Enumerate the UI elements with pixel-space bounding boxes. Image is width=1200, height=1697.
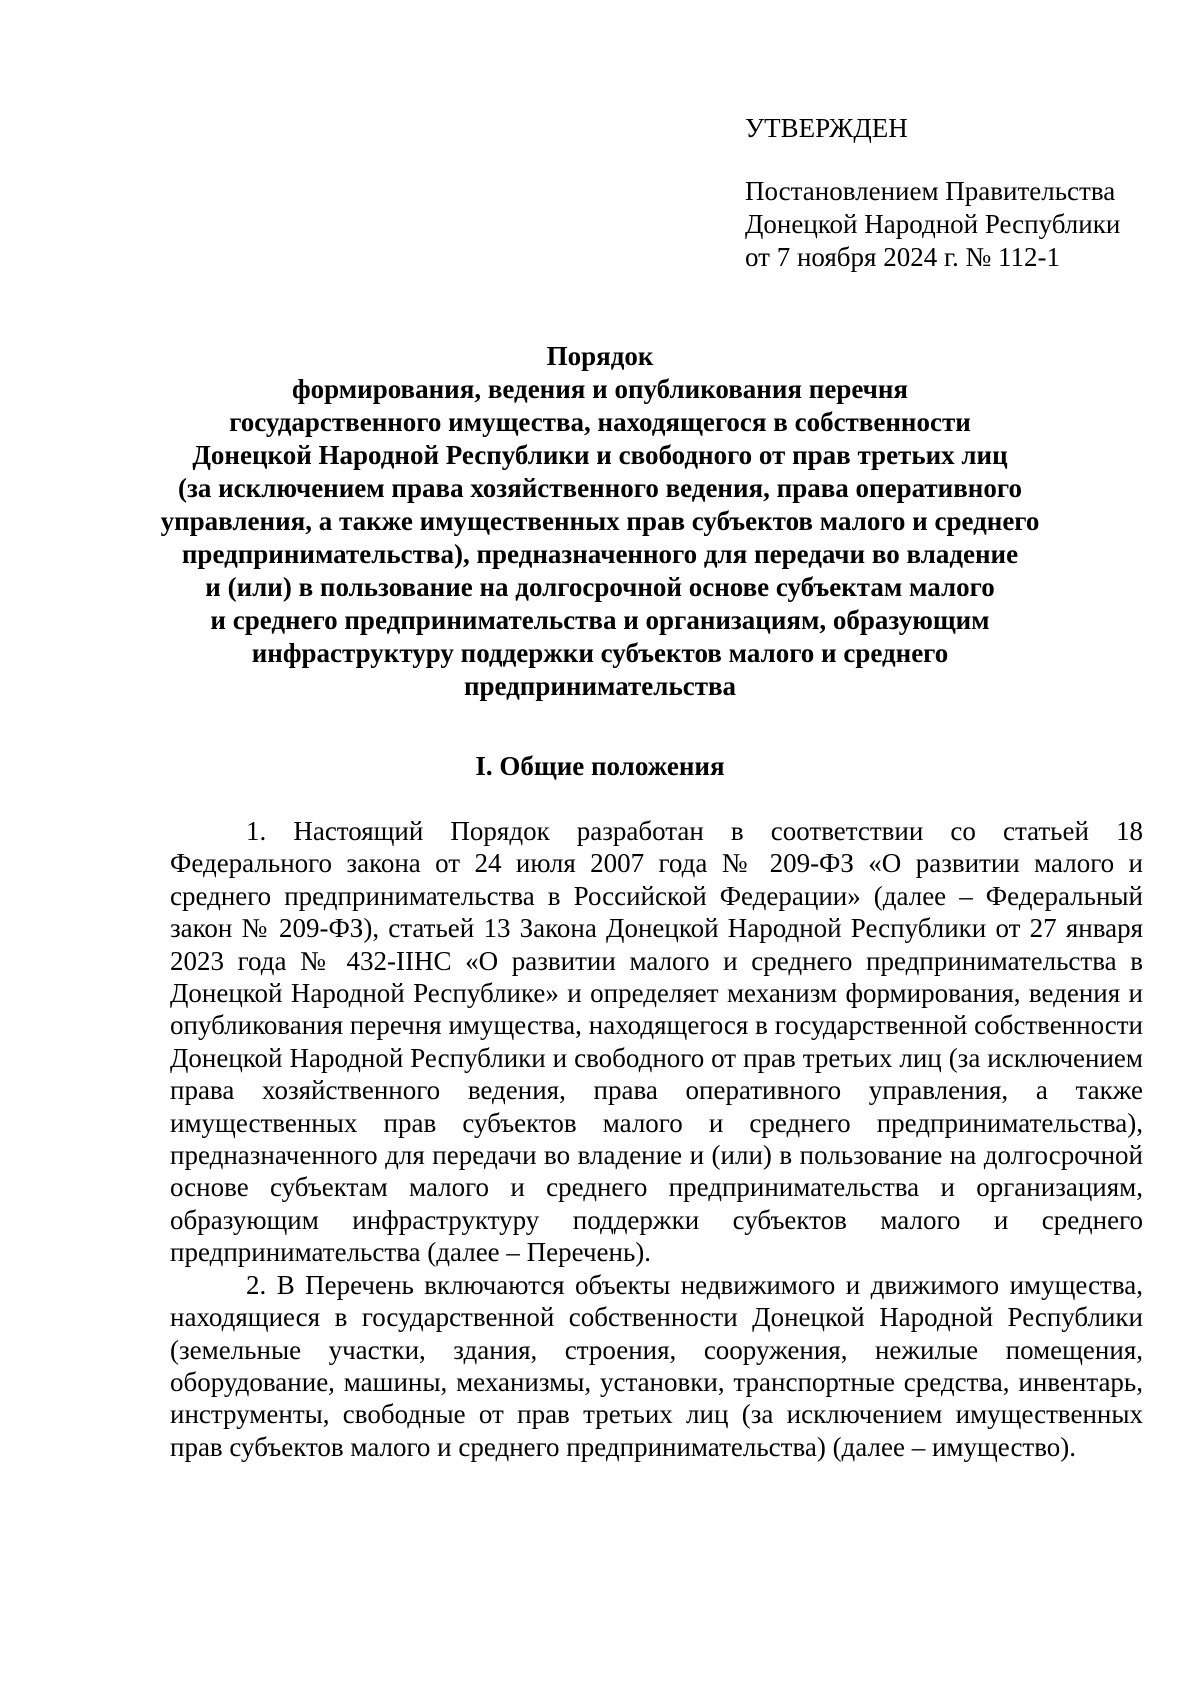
approval-line: от 7 ноября 2024 г. № 112-1 — [745, 242, 1060, 272]
title-line: Донецкой Народной Республики и свободного от прав третьих лиц — [192, 440, 1008, 470]
section-heading: I. Общие положения — [475, 751, 725, 781]
section-body — [170, 815, 1143, 1463]
title-line: и среднего предпринимательства и организациям, образующим — [210, 605, 990, 635]
title-line: предпринимательства — [463, 671, 737, 701]
title-line: Порядок — [546, 341, 654, 371]
title-line: формирования, ведения и опубликования перечня — [291, 374, 909, 404]
paragraph: 1. Настоящий Порядок разработан в соответствии со статьей 18 Федерального закона от 24 июля 2007 года № 209-ФЗ «О развитии малого и среднего предпринимательства в Российской Федерации» (далее – Федеральный закон № 209-ФЗ), статьей 13 Закона Донецкой Народной Республики от 27 января 2023 года № 432-IIНС «О развитии малого и среднего предпринимательства в Донецкой Народной Республике» и определяет механизм формирования, ведения и опубликования перечня имущества, находящегося в государственной собственности Донецкой Народной Республики и свободного от прав третьих лиц (за исключением права хозяйственного ведения, права оперативного управления, а также имущественных прав субъектов малого и среднего предпринимательства), предназначенного для передачи во владение и (или) в пользование на долгосрочной основе субъектам малого и среднего предпринимательства и организациям, образующим инфраструктуру поддержки субъектов малого и среднего предпринимательства (далее – Перечень). — [170, 816, 1143, 1268]
approval-line: Постановлением Правительства — [745, 176, 1116, 206]
title-line: инфраструктуру поддержки субъектов малого и среднего — [251, 638, 949, 668]
paragraph: 2. В Перечень включаются объекты недвижимого и движимого имущества, находящиеся в государственной собственности Донецкой Народной Республики (земельные участки, здания, строения, сооружения, нежилые помещения, оборудование, машины, механизмы, установки, транспортные средства, инвентарь, инструменты, свободные от прав третьих лиц (за исключением имущественных прав субъектов малого и среднего предпринимательства) (далее – имущество). — [170, 1269, 1143, 1462]
title-line: управления, а также имущественных прав субъектов малого и среднего — [160, 506, 1040, 536]
title-line: государственного имущества, находящегося в собственности — [229, 407, 971, 437]
approval-status: УТВЕРЖДЕН — [745, 113, 908, 143]
document-title — [150, 340, 1050, 703]
approval-line: Донецкой Народной Республики — [745, 209, 1121, 239]
approval-block — [745, 112, 1165, 274]
title-line: (за исключением права хозяйственного ведения, права оперативного — [178, 473, 1022, 503]
title-line: предпринимательства), предназначенного для передачи во владение — [181, 539, 1019, 569]
title-line: и (или) в пользование на долгосрочной основе субъектам малого — [205, 572, 995, 602]
